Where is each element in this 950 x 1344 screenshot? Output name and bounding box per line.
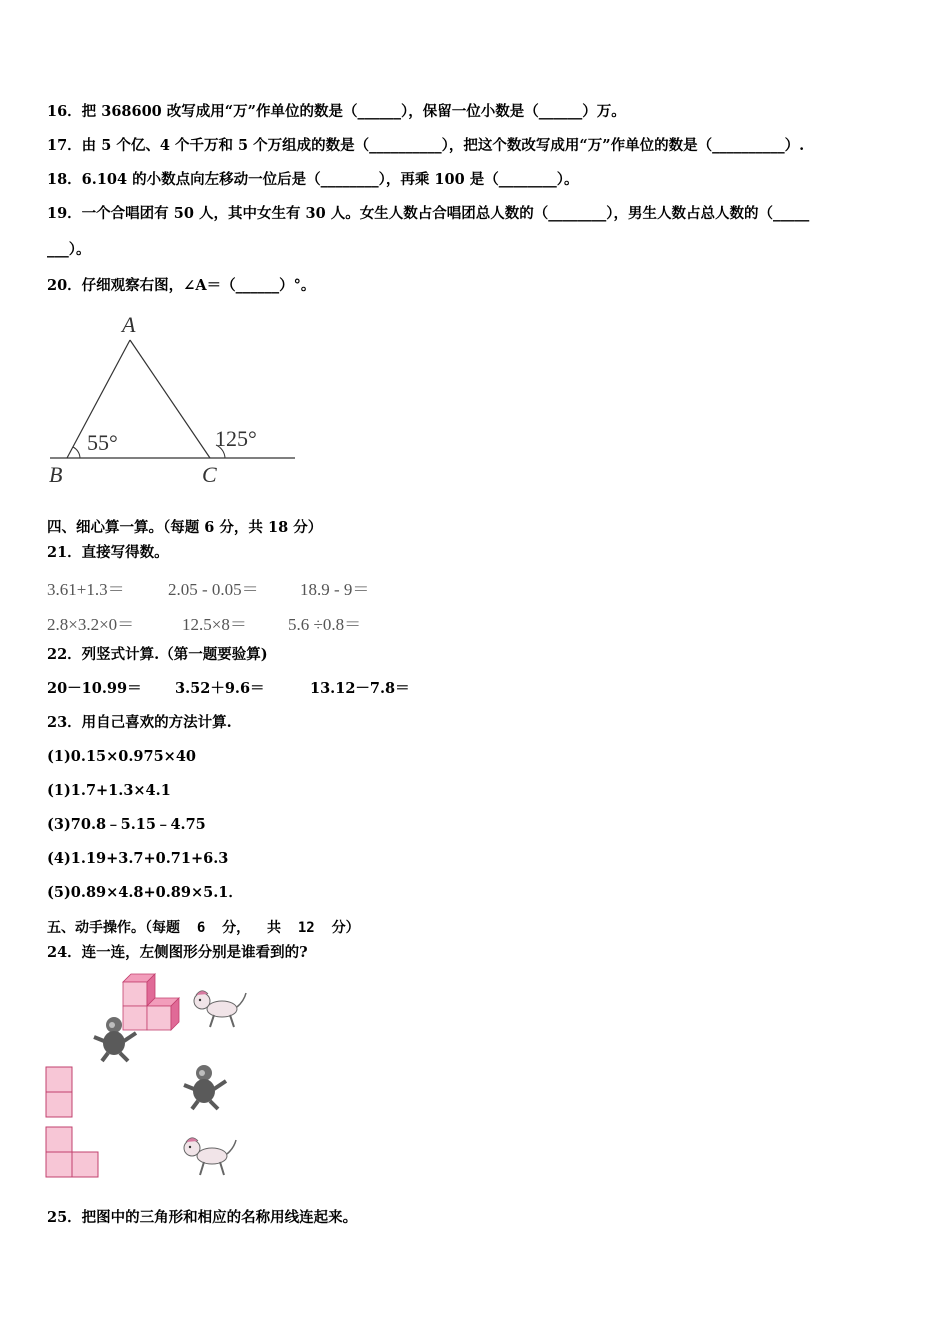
angle-b-arc <box>73 447 80 458</box>
q23-item-2: (1)1.7+1.3×4.1 <box>47 782 171 799</box>
question-24: 24．连一连，左侧图形分别是谁看到的? <box>47 944 308 961</box>
section-5-title: 五、动手操作。（每题 6 分， 共 12 分） <box>47 920 360 936</box>
question-25: 25．把图中的三角形和相应的名称用线连起来。 <box>47 1209 358 1226</box>
question-23: 23．用自己喜欢的方法计算. <box>47 714 232 731</box>
dog-icon-top <box>188 985 248 1030</box>
question-22: 22．列竖式计算.（第一题要验算) <box>47 646 268 663</box>
triangle-figure <box>40 310 310 490</box>
side-ac <box>130 340 210 458</box>
calc-1: 3.61+1.3＝ <box>47 580 125 599</box>
question-19: 19．一个合唱团有 50 人，其中女生有 30 人。女生人数占合唱团总人数的（________），男生人数占总人数的（_____ <box>47 205 810 222</box>
two-stacked-squares-figure <box>45 1066 75 1120</box>
monkey-icon-top <box>90 1015 140 1063</box>
question-21: 21．直接写得数。 <box>47 544 169 561</box>
q23-item-1: (1)0.15×0.975×40 <box>47 748 197 765</box>
section-4-title: 四、细心算一算。（每题 6 分，共 18 分） <box>47 519 323 536</box>
label-b: B <box>49 462 63 487</box>
calc-3: 18.9 - 9＝ <box>300 580 370 599</box>
angle-b-value: 55° <box>87 430 118 455</box>
angle-c-value: 125° <box>215 426 257 451</box>
l-shape-squares-figure <box>45 1126 101 1180</box>
q22-item-3: 13.12－7.8＝ <box>310 680 410 697</box>
q23-item-3: (3)70.8﹣5.15﹣4.75 <box>47 816 206 833</box>
calc-5: 12.5×8＝ <box>182 615 247 634</box>
dog-icon-bottom <box>178 1132 240 1178</box>
label-c: C <box>202 462 217 487</box>
question-18: 18．6.104 的小数点向左移动一位后是（________），再乘 100 是（________）。 <box>47 171 579 188</box>
question-20: 20．仔细观察右图，∠A＝（______）°。 <box>47 277 316 294</box>
question-16: 16．把 368600 改写成用“万”作单位的数是（______），保留一位小数是（______）万。 <box>47 103 626 120</box>
label-a: A <box>122 312 136 337</box>
q23-item-4: (4)1.19+3.7+0.71+6.3 <box>47 850 229 867</box>
q22-item-1: 20－10.99＝ <box>47 680 142 697</box>
monkey-icon-middle <box>180 1063 230 1111</box>
calc-6: 5.6 ÷0.8＝ <box>288 615 362 634</box>
question-17: 17．由 5 个亿、4 个千万和 5 个万组成的数是（__________），把这个数改写成用“万”作单位的数是（__________）. <box>47 137 805 154</box>
question-19-continued: ___）。 <box>47 241 91 258</box>
q23-item-5: (5)0.89×4.8+0.89×5.1． <box>47 884 243 901</box>
calc-4: 2.8×3.2×0＝ <box>47 615 135 634</box>
q22-item-2: 3.52＋9.6＝ <box>175 680 265 697</box>
calc-2: 2.05 - 0.05＝ <box>168 580 259 599</box>
